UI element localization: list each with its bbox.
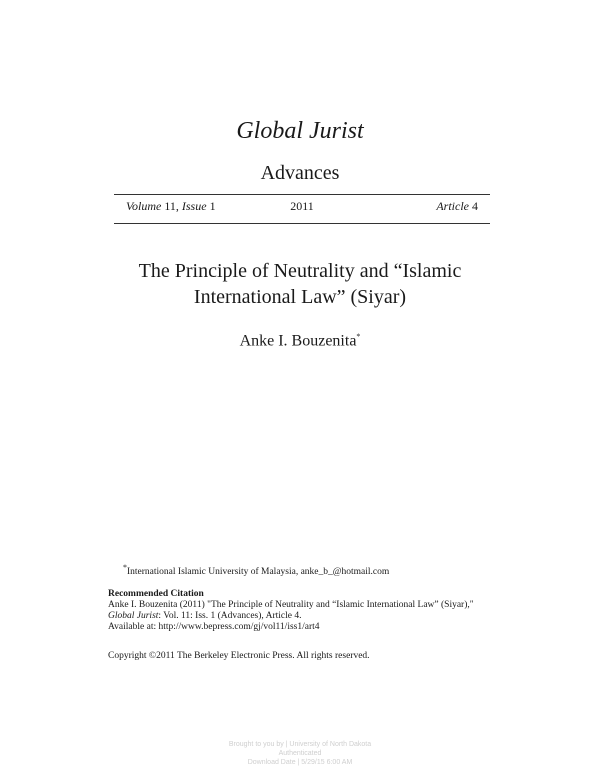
citation-url: Available at: http://www.bepress.com/gj/vol11/iss1/art4 [108, 622, 320, 632]
citation-journal: Global Jurist [108, 611, 159, 621]
bottom-rule [114, 223, 490, 224]
article-title-line-1: The Principle of Neutrality and “Islamic [138, 260, 462, 282]
download-watermark [0, 740, 600, 767]
journal-section: Advances [260, 162, 340, 184]
author-footnote-mark: * [356, 332, 361, 341]
footnote-mark: * [123, 563, 127, 572]
year: 2011 [290, 199, 314, 213]
recommended-citation [108, 589, 474, 633]
article-number: Article 4 [436, 199, 478, 213]
author [0, 332, 600, 350]
copyright-notice: Copyright ©2011 The Berkeley Electronic Press. All rights reserved. [108, 651, 370, 661]
watermark-line-3: Download Date | 5/29/15 6:00 AM [247, 759, 353, 766]
watermark-line-1: Brought to you by | University of North Dakota [228, 741, 372, 748]
volume-issue: Volume 11, Issue 1 [126, 199, 216, 213]
citation-heading: Recommended Citation [108, 589, 204, 599]
watermark-line-2: Authenticated [278, 750, 322, 757]
author-affiliation-footnote [123, 563, 389, 577]
issue-info-row [126, 199, 478, 217]
article-title-line-2: International Law” (Siyar) [193, 286, 407, 308]
citation-line-2: Global Jurist: Vol. 11: Iss. 1 (Advances), Article 4. [108, 611, 302, 621]
footnote-text: International Islamic University of Malaysia, anke_b_@hotmail.com [127, 567, 390, 578]
citation-line-1: Anke I. Bouzenita (2011) "The Principle of Neutrality and “Islamic International Law” (Siyar)," [108, 600, 474, 610]
article-title [0, 258, 600, 310]
top-rule [114, 194, 490, 195]
author-name: Anke I. Bouzenita [239, 332, 357, 350]
journal-title: Global Jurist [236, 118, 364, 144]
